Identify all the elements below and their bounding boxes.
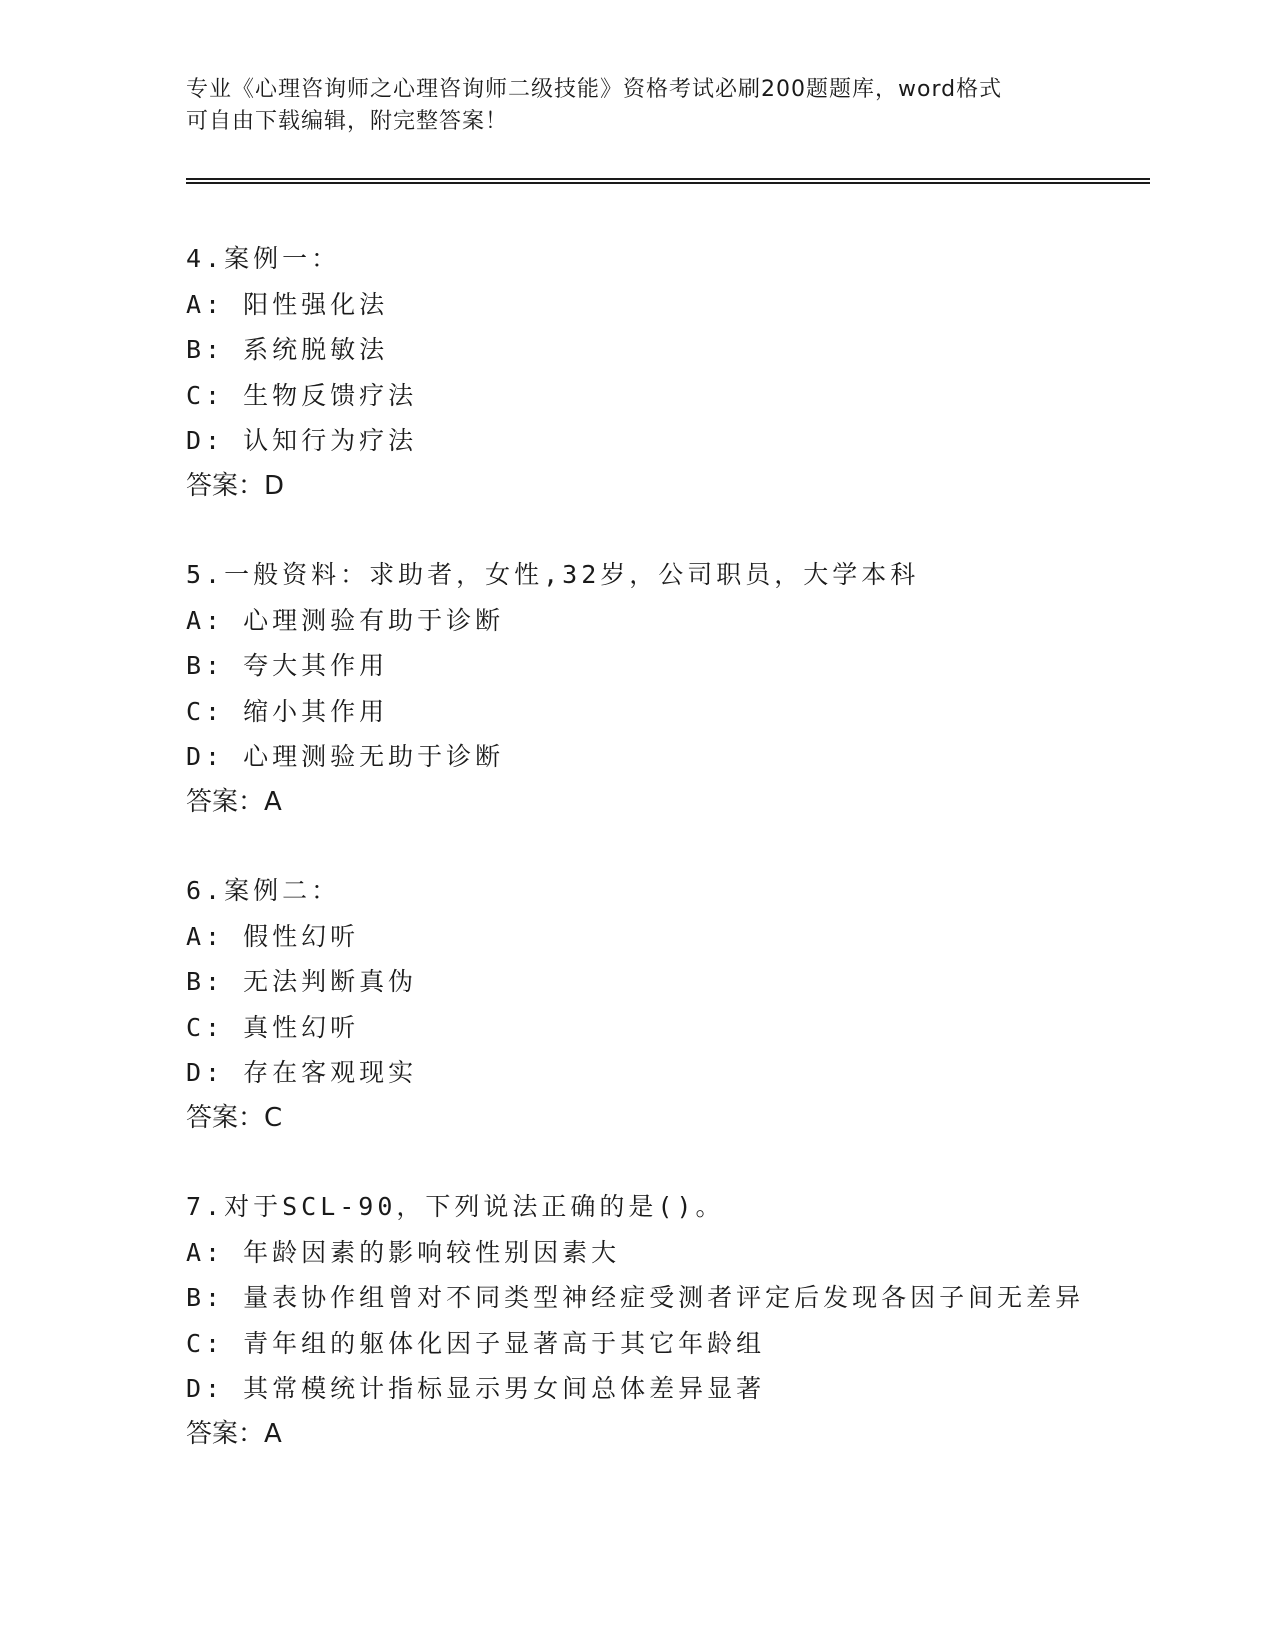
option-b: B: 量表协作组曾对不同类型神经症受测者评定后发现各因子间无差异 — [186, 1283, 1085, 1312]
option-a: A: 心理测验有助于诊断 — [186, 605, 505, 635]
question-4 — [186, 236, 1146, 509]
answer-label: 答案：D — [186, 470, 285, 501]
option-c: C: 真性幻听 — [186, 1012, 360, 1042]
answer-label: 答案：A — [186, 786, 282, 817]
option-a: A: 年龄因素的影响较性别因素大 — [186, 1237, 621, 1267]
option-c: C: 缩小其作用 — [186, 696, 389, 726]
question-7 — [186, 1184, 1146, 1457]
answer-label: 答案：A — [186, 1418, 282, 1449]
option-b: B: 无法判断真伪 — [186, 967, 418, 996]
option-d: D: 认知行为疗法 — [186, 426, 418, 455]
option-c: C: 青年组的躯体化因子显著高于其它年龄组 — [186, 1328, 766, 1358]
page-header — [186, 74, 1086, 138]
question-6 — [186, 868, 1146, 1141]
question-stem: 6.案例二： — [186, 876, 341, 905]
option-d: D: 其常模统计指标显示男女间总体差异显著 — [186, 1374, 766, 1403]
option-c: C: 生物反馈疗法 — [186, 380, 418, 410]
option-a: A: 假性幻听 — [186, 921, 360, 951]
option-b: B: 夸大其作用 — [186, 651, 389, 680]
question-stem: 5.一般资料：求助者，女性,32岁，公司职员，大学本科 — [186, 560, 920, 589]
header-line-1: 专业《心理咨询师之心理咨询师二级技能》资格考试必刷200题题库，word格式 — [186, 77, 1003, 102]
answer-label: 答案：C — [186, 1102, 283, 1133]
question-5 — [186, 552, 1146, 825]
question-list — [186, 236, 1146, 1500]
header-double-rule — [186, 178, 1150, 184]
option-d: D: 心理测验无助于诊断 — [186, 742, 505, 771]
option-a: A: 阳性强化法 — [186, 289, 389, 319]
question-stem: 4.案例一： — [186, 244, 341, 273]
header-line-2: 可自由下载编辑，附完整答案！ — [186, 109, 509, 134]
option-b: B: 系统脱敏法 — [186, 335, 389, 364]
question-stem: 7.对于SCL-90，下列说法正确的是()。 — [186, 1192, 725, 1221]
option-d: D: 存在客观现实 — [186, 1058, 418, 1087]
